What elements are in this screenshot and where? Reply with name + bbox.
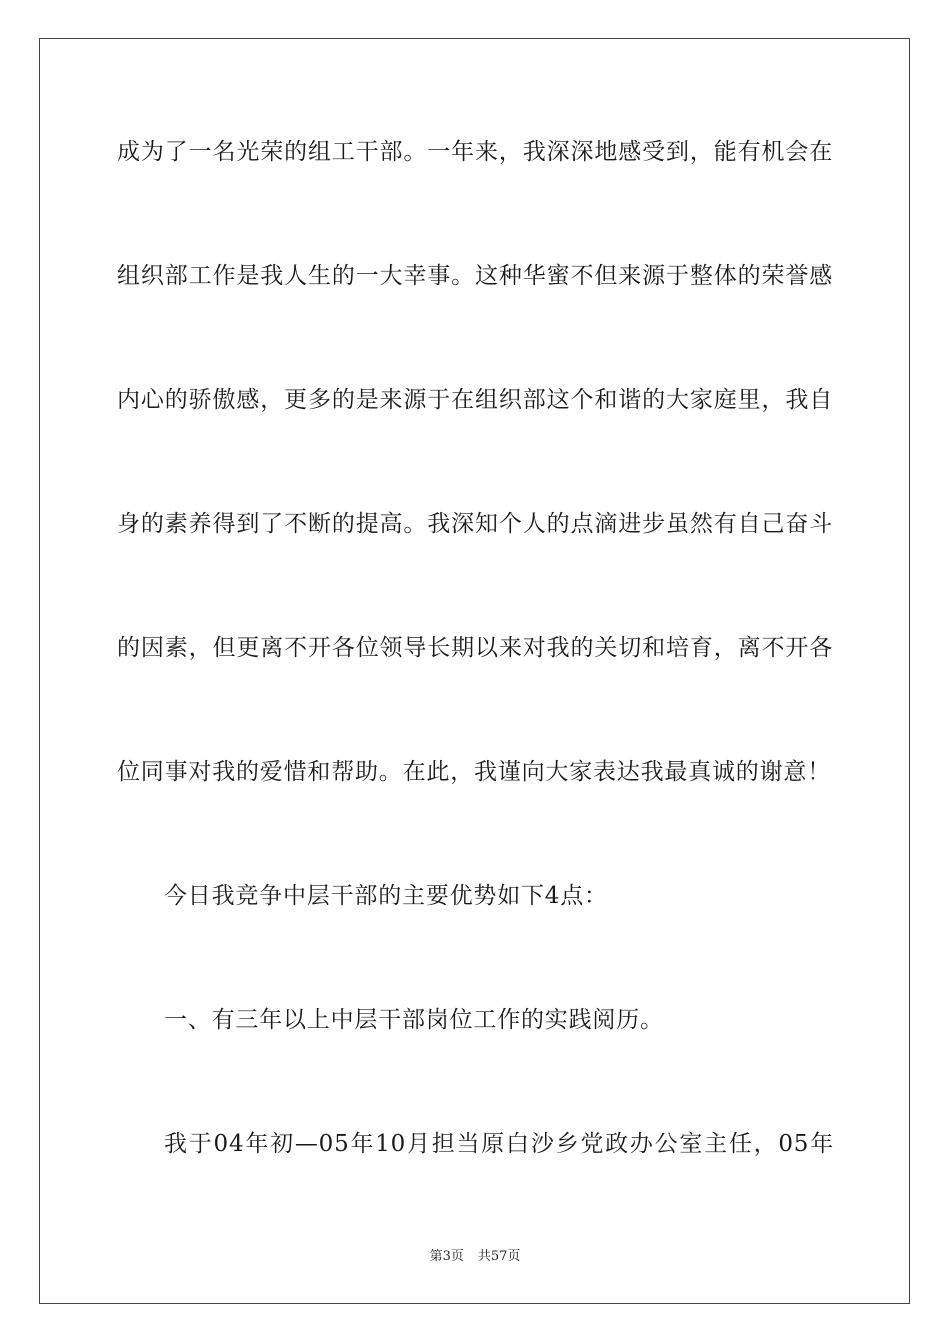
- text-line-9: 我于04年初—05年10月担当原白沙乡党政办公室主任，05年: [164, 1131, 834, 1157]
- text-line-3: 内心的骄傲感，更多的是来源于在组织部这个和谐的大家庭里，我自: [117, 387, 833, 413]
- text-line-1: 成为了一名光荣的组工干部。一年来，我深深地感受到，能有机会在: [117, 139, 833, 165]
- page-border: [39, 38, 910, 1304]
- text-line-5: 的因素，但更离不开各位领导长期以来对我的关切和培育，离不开各: [117, 635, 833, 661]
- total-pages: 共57页: [477, 1249, 521, 1264]
- text-line-6: 位同事对我的爱惜和帮助。在此，我谨向大家表达我最真诚的谢意！: [117, 759, 831, 785]
- page-number: 第3页: [429, 1249, 464, 1264]
- text-line-7: 今日我竞争中层干部的主要优势如下4点：: [164, 883, 608, 909]
- text-line-2: 组织部工作是我人生的一大幸事。这种华蜜不但来源于整体的荣誉感: [117, 263, 833, 289]
- page-footer: [0, 1248, 950, 1266]
- text-line-4: 身的素养得到了不断的提高。我深知个人的点滴进步虽然有自己奋斗: [117, 511, 833, 537]
- text-line-8: 一、有三年以上中层干部岗位工作的实践阅历。: [164, 1007, 664, 1033]
